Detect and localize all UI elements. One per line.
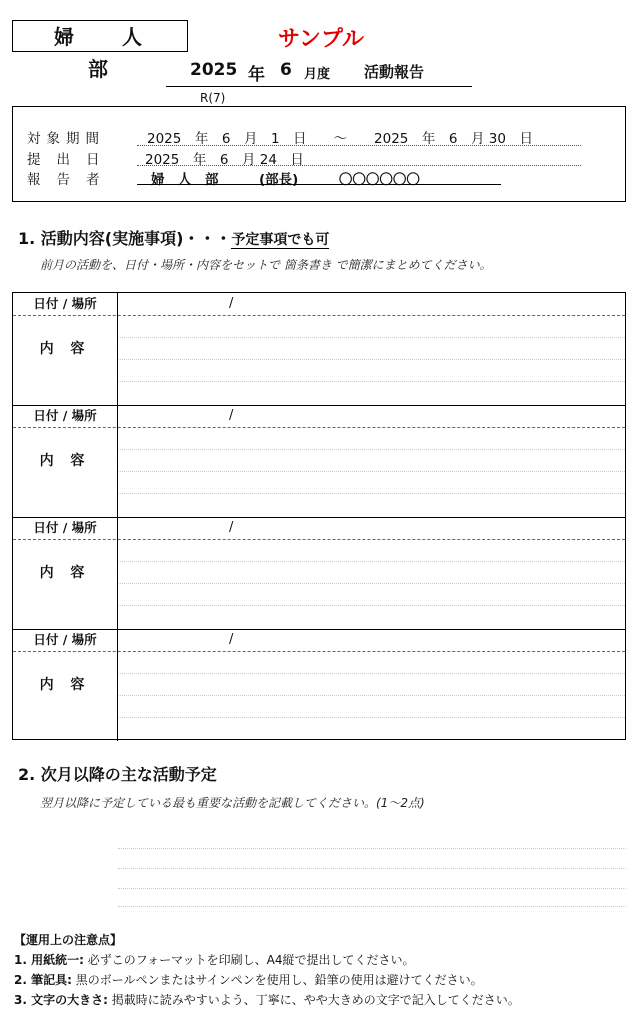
activity-block [13, 293, 625, 406]
notes-heading: 【運用上の注意点】 [14, 933, 123, 947]
date-place-row[interactable] [13, 293, 625, 316]
submit-label: 提出日 [27, 152, 116, 168]
date-place-row[interactable] [13, 517, 625, 540]
content-label: 内 容 [13, 315, 118, 405]
section2-title: 2. 次月以降の主な活動予定 [18, 765, 217, 784]
date-place-label: 日付 / 場所 [13, 293, 118, 315]
era-label: R(7) [200, 91, 226, 105]
note-item: 2. 筆記具: 黒のボールペンまたはサインペンを使用し、鉛筆の使用は避けてください。 [14, 973, 483, 987]
activity-block [13, 629, 625, 741]
title-month-unit: 月度 [304, 67, 331, 82]
date-place-label: 日付 / 場所 [13, 405, 118, 427]
usage-notes [14, 930, 520, 1010]
period-label: 対象期間 [27, 131, 105, 147]
content-label: 内 容 [13, 651, 118, 741]
info-box [12, 106, 626, 202]
date-place-slash: / [229, 632, 234, 647]
content-label: 内 容 [13, 539, 118, 629]
title-month: 6 [280, 60, 292, 80]
reporter-label: 報告者 [27, 172, 116, 188]
date-place-label: 日付 / 場所 [13, 517, 118, 539]
date-place-label: 日付 / 場所 [13, 629, 118, 651]
period-row [13, 127, 625, 147]
department-box: 婦 人 部 [12, 20, 188, 52]
activity-block [13, 405, 625, 518]
date-place-slash: / [229, 296, 234, 311]
note-item: 1. 用紙統一: 必ずこのフォーマットを印刷し、A4縦で提出してください。 [14, 953, 415, 967]
activity-grid [12, 292, 626, 740]
plan-line[interactable] [118, 868, 626, 869]
reporter-value: 婦 人 部 (部長) 〇〇〇〇〇〇 [151, 172, 420, 188]
date-place-slash: / [229, 520, 234, 535]
date-place-slash: / [229, 408, 234, 423]
plan-line[interactable] [118, 888, 626, 889]
section1-title: 1. 活動内容(実施事項)・・・予定事項でも可 [18, 229, 330, 248]
title-year: 2025 [190, 60, 238, 80]
date-place-row[interactable] [13, 629, 625, 652]
plan-line[interactable] [118, 848, 626, 849]
submit-value: 2025 年 6 月 24 日 [145, 152, 304, 168]
submit-row [13, 148, 625, 168]
note-item: 3. 文字の大きさ: 掲載時に読みやすいよう、丁寧に、やや大きめの文字で記入してください。 [14, 993, 520, 1007]
plan-line[interactable] [118, 906, 626, 907]
sample-mark: サンプル [278, 27, 365, 52]
period-value: 2025 年 6 月 1 日 ～ 2025 年 6 月 30 日 [147, 131, 533, 147]
content-label: 内 容 [13, 427, 118, 517]
page-title [166, 60, 472, 87]
title-year-unit: 年 [248, 65, 265, 85]
title-text: 活動報告 [364, 63, 425, 81]
section2-note: 翌月以降に予定している最も重要な活動を記載してください。(1～2点) [40, 796, 425, 810]
section1-note: 前月の活動を、日付・場所・内容をセットで 箇条書き で簡潔にまとめてください。 [40, 258, 492, 272]
date-place-row[interactable] [13, 405, 625, 428]
activity-block [13, 517, 625, 630]
reporter-row [13, 168, 625, 188]
